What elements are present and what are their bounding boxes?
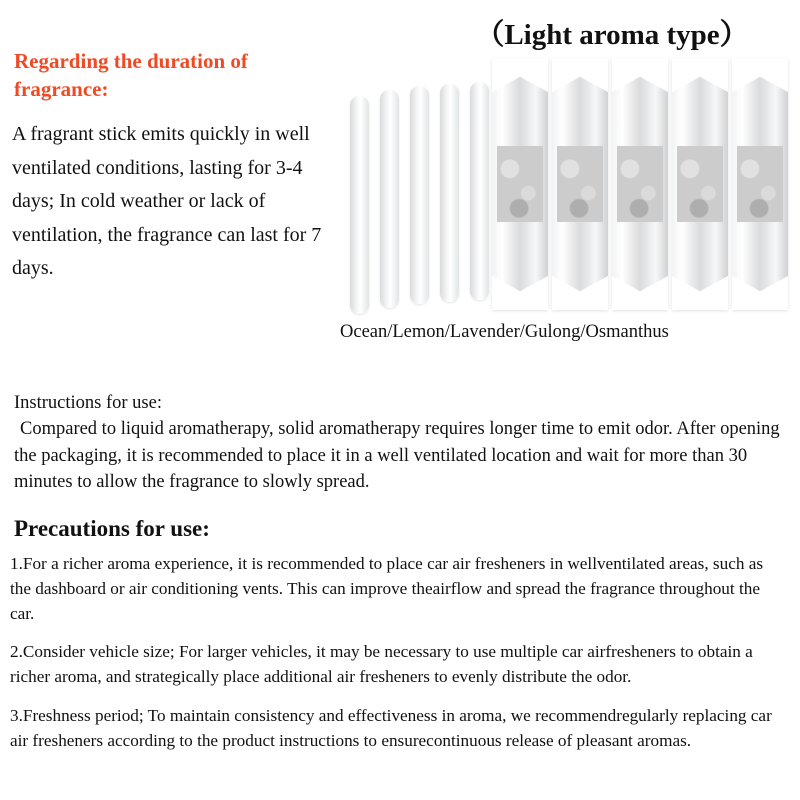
precaution-item: 3.Freshness period; To maintain consistency and effectiveness in aroma, we recommendregularly replacing car air fresheners according to the product instructions to ensurecontinuous release of pleasant aromas. <box>10 705 772 750</box>
pack-top-notch <box>732 58 788 92</box>
pack-top-notch <box>552 58 608 92</box>
pack-bottom-notch <box>612 276 668 310</box>
fragrance-pack-osmanthus <box>732 58 788 310</box>
precautions-list <box>10 552 788 767</box>
pack-bottom-notch <box>672 276 728 310</box>
fragrance-stick <box>470 82 489 300</box>
instructions-body: Compared to liquid aromatherapy, solid aromatherapy requires longer time to emit odor. After opening the packaging, it is recommended to place it in a well ventilated location and wait for more than 30 minutes to allow the fragrance to slowly spread. <box>14 419 780 492</box>
fragrance-pack-lavender <box>612 58 668 310</box>
pack-bottom-notch <box>492 276 548 310</box>
pack-top-notch <box>492 58 548 92</box>
fragrance-stick <box>350 96 369 314</box>
duration-headline: Regarding the duration of fragrance: <box>14 49 248 101</box>
precaution-item: 1.For a richer aroma experience, it is recommended to place car air fresheners in wellventilated areas, such as the dashboard or air conditioning vents. This can improve theairflow and spread the fragrance throughout the car. <box>10 554 764 623</box>
fragrance-stick <box>410 86 429 304</box>
pack-label-ocean <box>497 146 543 222</box>
pack-label-gulong <box>677 146 723 222</box>
fragrance-stick <box>380 90 399 308</box>
product-photo <box>332 58 792 316</box>
pack-bottom-notch <box>732 276 788 310</box>
scents-caption: Ocean/Lemon/Lavender/Gulong/Osmanthus <box>340 322 669 342</box>
fragrance-stick <box>440 84 459 302</box>
precaution-item: 2.Consider vehicle size; For larger vehicles, it may be necessary to use multiple car airfresheners to obtain a richer aroma, and strategically place additional air fresheners to evenly distribute the odor. <box>10 642 753 687</box>
fragrance-sticks-group <box>344 78 492 310</box>
pack-label-lemon <box>557 146 603 222</box>
fragrance-pack-lemon <box>552 58 608 310</box>
instructions-heading: Instructions for use: <box>14 393 162 413</box>
precautions-title: Precautions for use: <box>14 516 210 541</box>
top-section <box>0 0 800 360</box>
pack-bottom-notch <box>552 276 608 310</box>
fragrance-packs-group <box>492 58 792 316</box>
pack-top-notch <box>672 58 728 92</box>
instructions-block <box>14 390 782 495</box>
pack-label-osmanthus <box>737 146 783 222</box>
light-aroma-title: （Light aroma type） <box>475 19 749 51</box>
pack-label-lavender <box>617 146 663 222</box>
fragrance-pack-gulong <box>672 58 728 310</box>
fragrance-pack-ocean <box>492 58 548 310</box>
duration-paragraph: A fragrant stick emits quickly in well ventilated conditions, lasting for 3-4 days; In cold weather or lack of ventilation, the fragrance can last for 7 days. <box>12 123 322 280</box>
pack-top-notch <box>612 58 668 92</box>
